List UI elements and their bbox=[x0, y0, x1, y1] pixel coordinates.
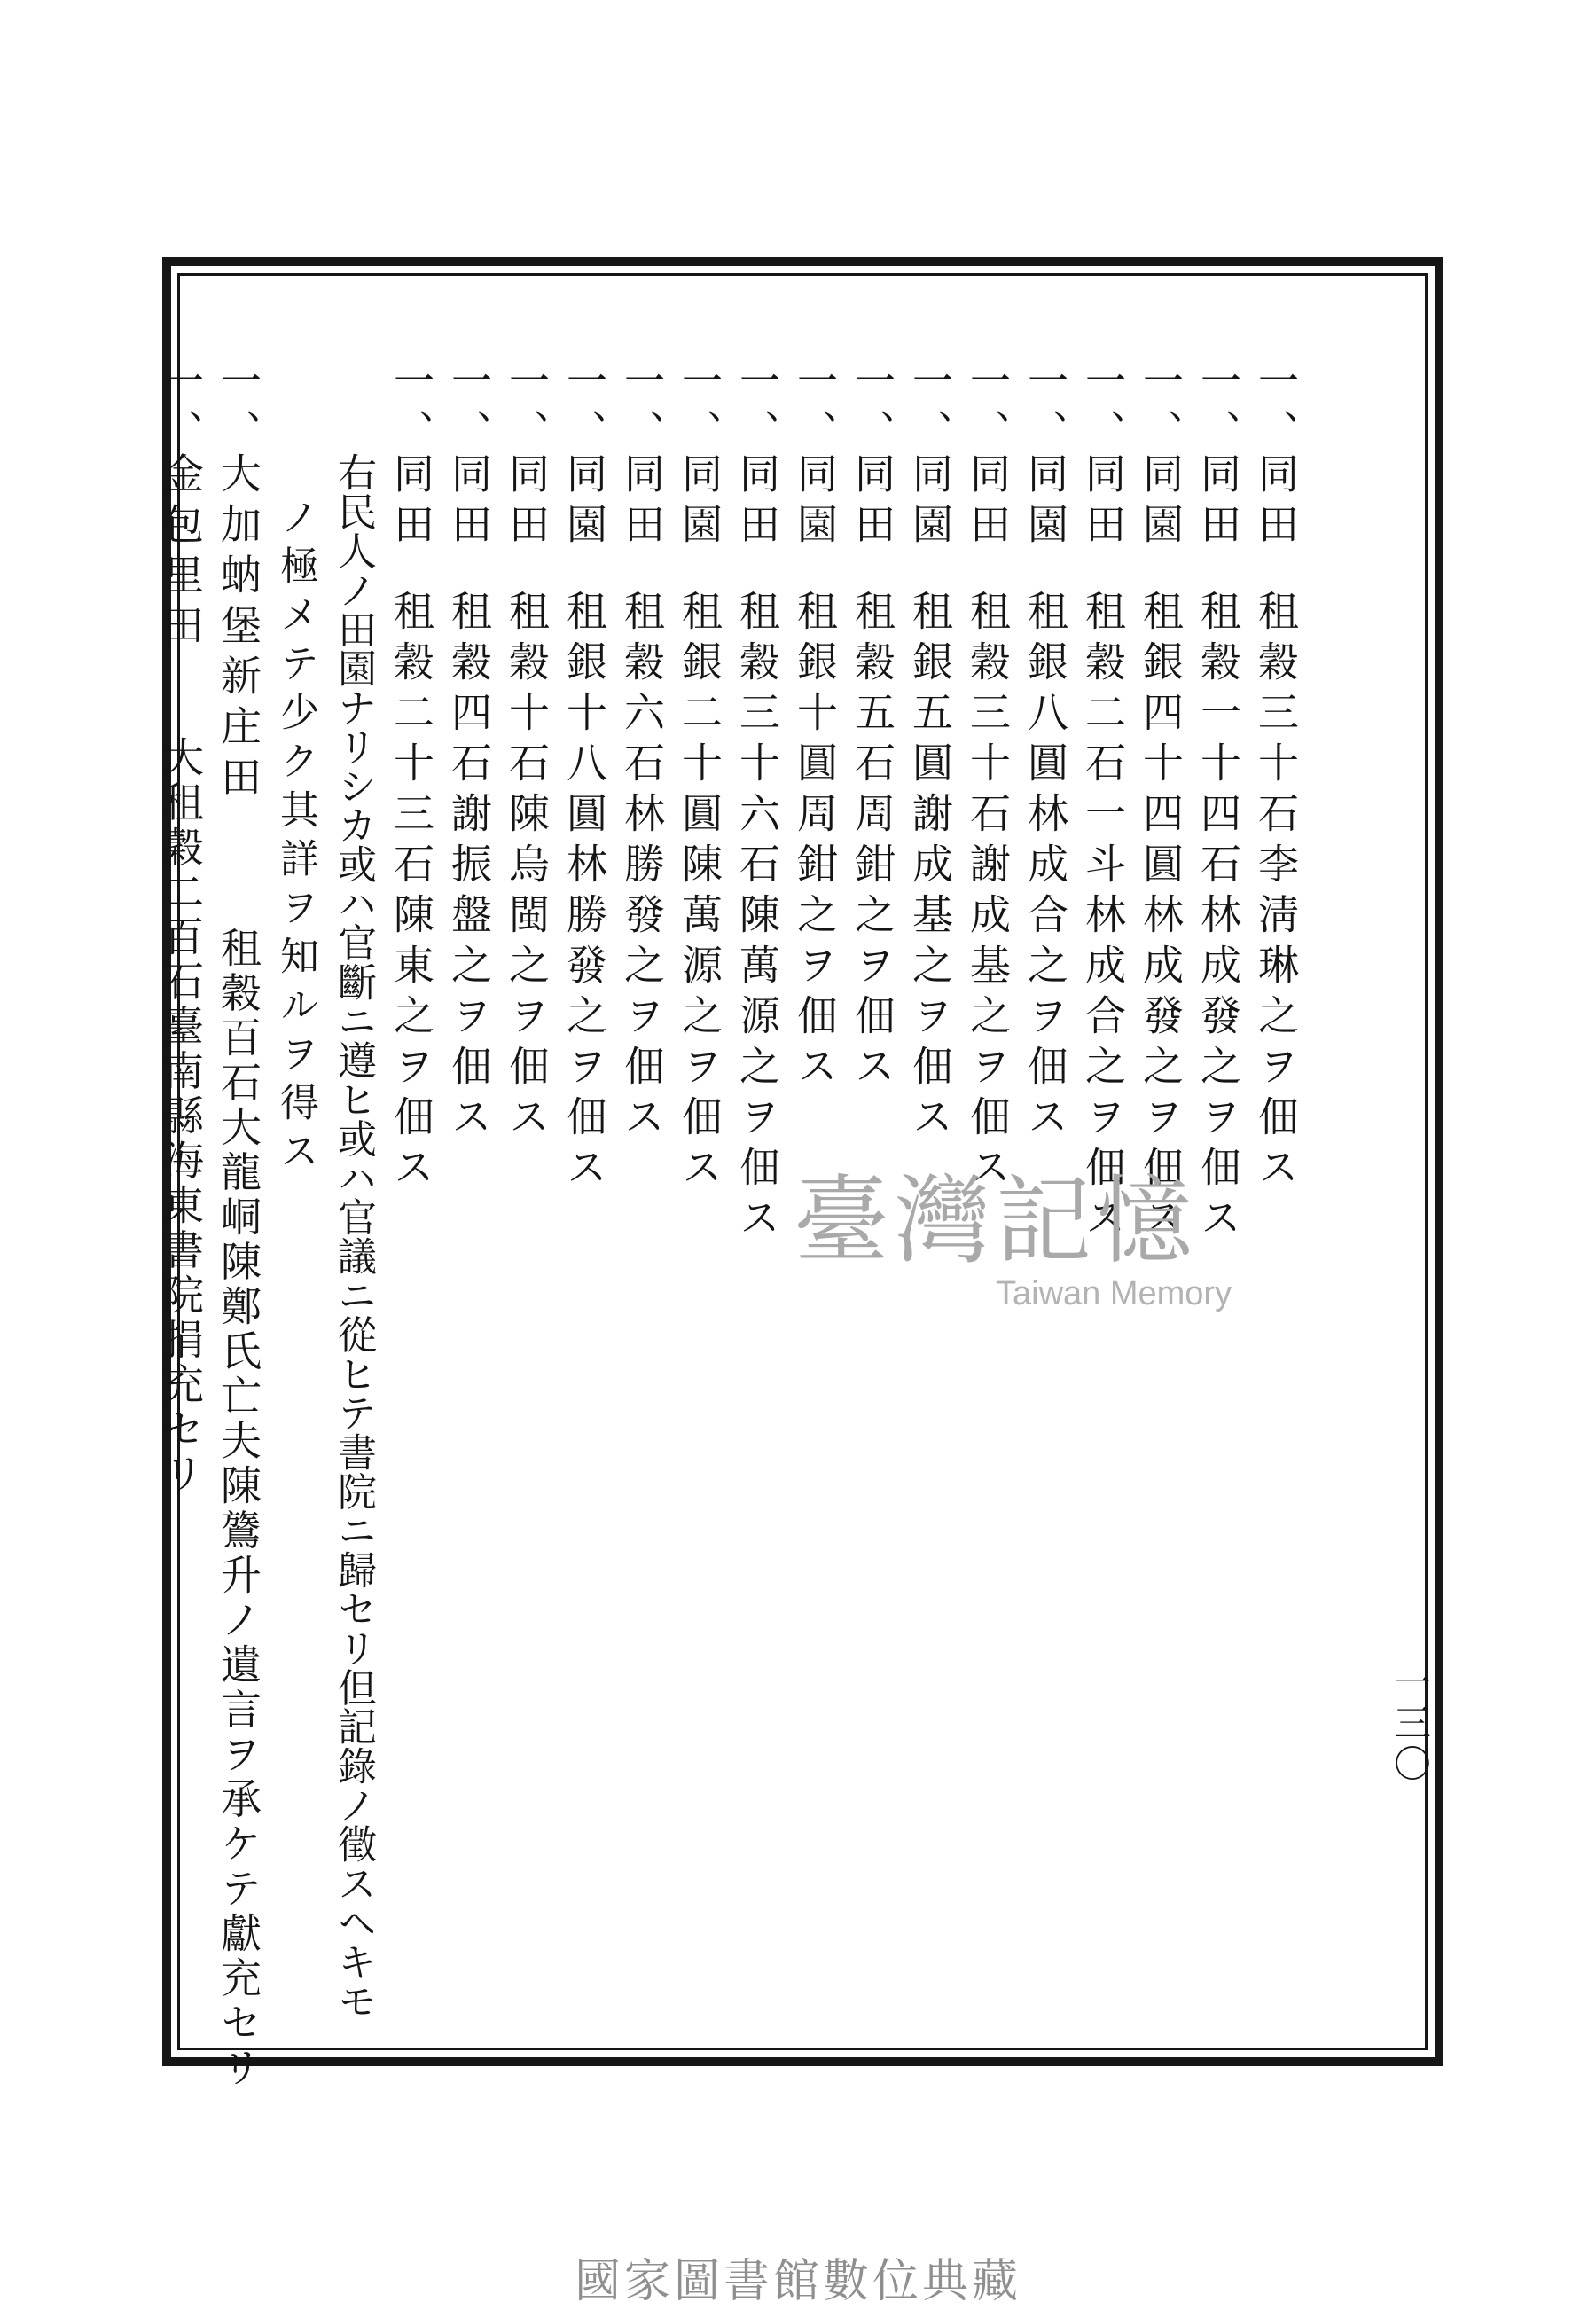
entry-label: 同園 bbox=[791, 452, 839, 553]
entry-label: 同田 bbox=[1079, 452, 1127, 553]
entry-description: 租穀一十四石林成發之ヲ佃ス bbox=[1194, 590, 1242, 1247]
entry-label: 同田 bbox=[1252, 452, 1300, 553]
entry-description: 租銀十八圓林勝發之ヲ佃ス bbox=[560, 590, 608, 1196]
list-mark: 一、 bbox=[387, 359, 435, 460]
entry-description: 租穀五石周鉗之ヲ佃ス bbox=[849, 590, 896, 1095]
entry-label: 同田 bbox=[503, 452, 551, 553]
entry-label: 同田 bbox=[964, 452, 1012, 553]
entry-label: 同田 bbox=[618, 452, 666, 553]
note-line-2: ノ極メテ少ク其詳ヲ知ルヲ得ス bbox=[273, 497, 318, 1179]
entry-description: 租銀五圓謝成基之ヲ佃ス bbox=[906, 590, 954, 1146]
list-mark: 一、 bbox=[791, 359, 839, 460]
entry-description: 租穀二石一斗林成合之ヲ佃ス bbox=[1079, 590, 1127, 1247]
list-mark: 一、 bbox=[1137, 359, 1185, 460]
entry-label: 同田 bbox=[1194, 452, 1242, 553]
list-mark: 一、 bbox=[503, 359, 551, 460]
note-line-1: 右民人ノ田園ナリシカ或ハ官斷ニ遵ヒ或ハ官議ニ從ヒテ書院ニ歸セリ但記錄ノ徵スヘキモ bbox=[331, 452, 376, 2020]
entry-description: 租穀百石大龍峒陳鄭氏亡夫陳鷟升ノ遺言ヲ承ケテ獻充セリ bbox=[215, 927, 262, 2091]
entry-label: 同田 bbox=[849, 452, 896, 553]
page-number: 一三〇 bbox=[1389, 1663, 1432, 1785]
list-mark: 一、 bbox=[157, 359, 205, 460]
entry-description: 租穀三十石李淸琳之ヲ佃ス bbox=[1252, 590, 1300, 1196]
list-mark: 一、 bbox=[1079, 359, 1127, 460]
list-mark: 一、 bbox=[215, 359, 262, 460]
list-mark: 一、 bbox=[1194, 359, 1242, 460]
entry-label: 同園 bbox=[1137, 452, 1185, 553]
list-mark: 一、 bbox=[906, 359, 954, 460]
entry-label: 同田 bbox=[387, 452, 435, 553]
list-mark: 一、 bbox=[849, 359, 896, 460]
list-mark: 一、 bbox=[445, 359, 493, 460]
list-mark: 一、 bbox=[618, 359, 666, 460]
entry-label: 金包里田 bbox=[157, 452, 205, 654]
entry-description: 租穀三十石謝成基之ヲ佃ス bbox=[964, 590, 1012, 1196]
watermark-title: 臺灣記憶 bbox=[794, 1166, 1199, 1277]
entry-description: 租穀四石謝振盤之ヲ佃ス bbox=[445, 590, 493, 1146]
entry-label: 同園 bbox=[906, 452, 954, 553]
watermark-subtitle: Taiwan Memory bbox=[996, 1275, 1232, 1312]
entry-label: 同園 bbox=[676, 452, 724, 553]
watermark bbox=[794, 1144, 1290, 1339]
entry-description: 租穀六石林勝發之ヲ佃ス bbox=[618, 590, 666, 1146]
entry-description: 大租穀二百石臺南縣海東書院捐充セリ bbox=[157, 736, 205, 1498]
list-mark: 一、 bbox=[964, 359, 1012, 460]
library-footer: 國家圖書館數位典藏 bbox=[574, 2255, 1021, 2308]
entry-description: 租穀十石陳烏閩之ヲ佃ス bbox=[503, 590, 551, 1146]
entry-description: 租銀二十圓陳萬源之ヲ佃ス bbox=[676, 590, 724, 1196]
entry-label: 同田 bbox=[445, 452, 493, 553]
entry-description: 租銀四十四圓林成發之ヲ佃ス bbox=[1137, 590, 1185, 1247]
entry-description: 租穀三十六石陳萬源之ヲ佃ス bbox=[733, 590, 781, 1247]
list-mark: 一、 bbox=[1252, 359, 1300, 460]
entry-label: 同園 bbox=[560, 452, 608, 553]
entry-label: 同田 bbox=[733, 452, 781, 553]
list-mark: 一、 bbox=[676, 359, 724, 460]
list-mark: 一、 bbox=[560, 359, 608, 460]
list-mark: 一、 bbox=[733, 359, 781, 460]
entry-label: 同園 bbox=[1021, 452, 1069, 553]
entry-label: 大加蚋堡新庄田 bbox=[215, 452, 262, 806]
list-mark: 一、 bbox=[1021, 359, 1069, 460]
entry-description: 租穀二十三石陳東之ヲ佃ス bbox=[387, 590, 435, 1196]
entry-description: 租銀十圓周鉗之ヲ佃ス bbox=[791, 590, 839, 1095]
entry-description: 租銀八圓林成合之ヲ佃ス bbox=[1021, 590, 1069, 1146]
